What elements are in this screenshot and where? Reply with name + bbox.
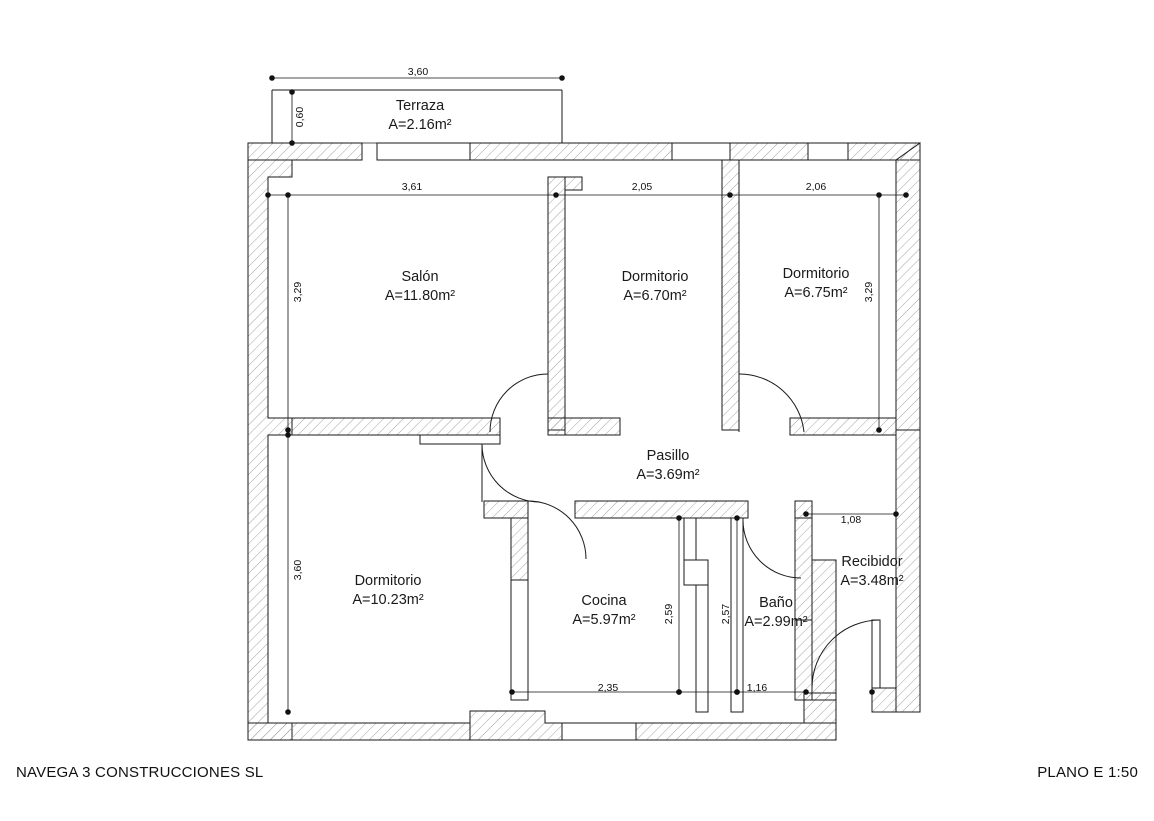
room-label (783, 265, 850, 303)
room-name: Salón (401, 269, 439, 285)
dimension-label: 2,57 (720, 603, 732, 625)
room-label (840, 553, 903, 591)
room-area: A=10.23m² (352, 592, 424, 608)
room-area: A=6.70m² (623, 288, 687, 304)
room-area: A=5.97m² (572, 612, 636, 628)
dimension-label: 3,29 (292, 281, 304, 303)
dimension-label: 2,06 (805, 181, 827, 193)
room-label (385, 268, 455, 306)
room-label (744, 594, 807, 632)
footer-scale-note: PLANO E 1:50 (1037, 764, 1138, 781)
room-area: A=11.80m² (384, 288, 456, 304)
dimension-label: 2,05 (631, 181, 653, 193)
room-label (572, 592, 635, 630)
dimension-label: 2,59 (663, 603, 675, 625)
dimension-label: 1,08 (840, 514, 862, 526)
room-name: Dormitorio (621, 269, 689, 285)
room-label (352, 572, 423, 610)
dimension-label: 3,61 (401, 181, 423, 193)
room-name: Terraza (395, 98, 445, 114)
dimension-label: 3,60 (292, 559, 304, 581)
room-label (388, 97, 451, 135)
room-area: A=3.48m² (840, 573, 904, 589)
footer-company-name: NAVEGA 3 CONSTRUCCIONES SL (16, 764, 264, 781)
room-name: Dormitorio (354, 573, 422, 589)
room-label (622, 268, 689, 306)
room-name: Recibidor (841, 554, 903, 570)
room-area: A=3.69m² (636, 467, 700, 483)
room-area: A=2.99m² (744, 614, 808, 630)
dimension-label: 3,29 (863, 281, 875, 303)
room-name: Baño (759, 595, 793, 611)
room-area: A=2.16m² (388, 117, 452, 133)
room-label (636, 447, 699, 485)
dimension-label: 2,35 (597, 682, 619, 694)
dimension-label: 3,60 (407, 66, 429, 78)
room-name: Dormitorio (782, 266, 850, 282)
dimension-label: 1,16 (746, 682, 768, 694)
room-name: Cocina (581, 593, 627, 609)
room-name: Pasillo (646, 448, 690, 464)
dimension-label: 0,60 (294, 106, 306, 128)
room-area: A=6.75m² (784, 285, 848, 301)
